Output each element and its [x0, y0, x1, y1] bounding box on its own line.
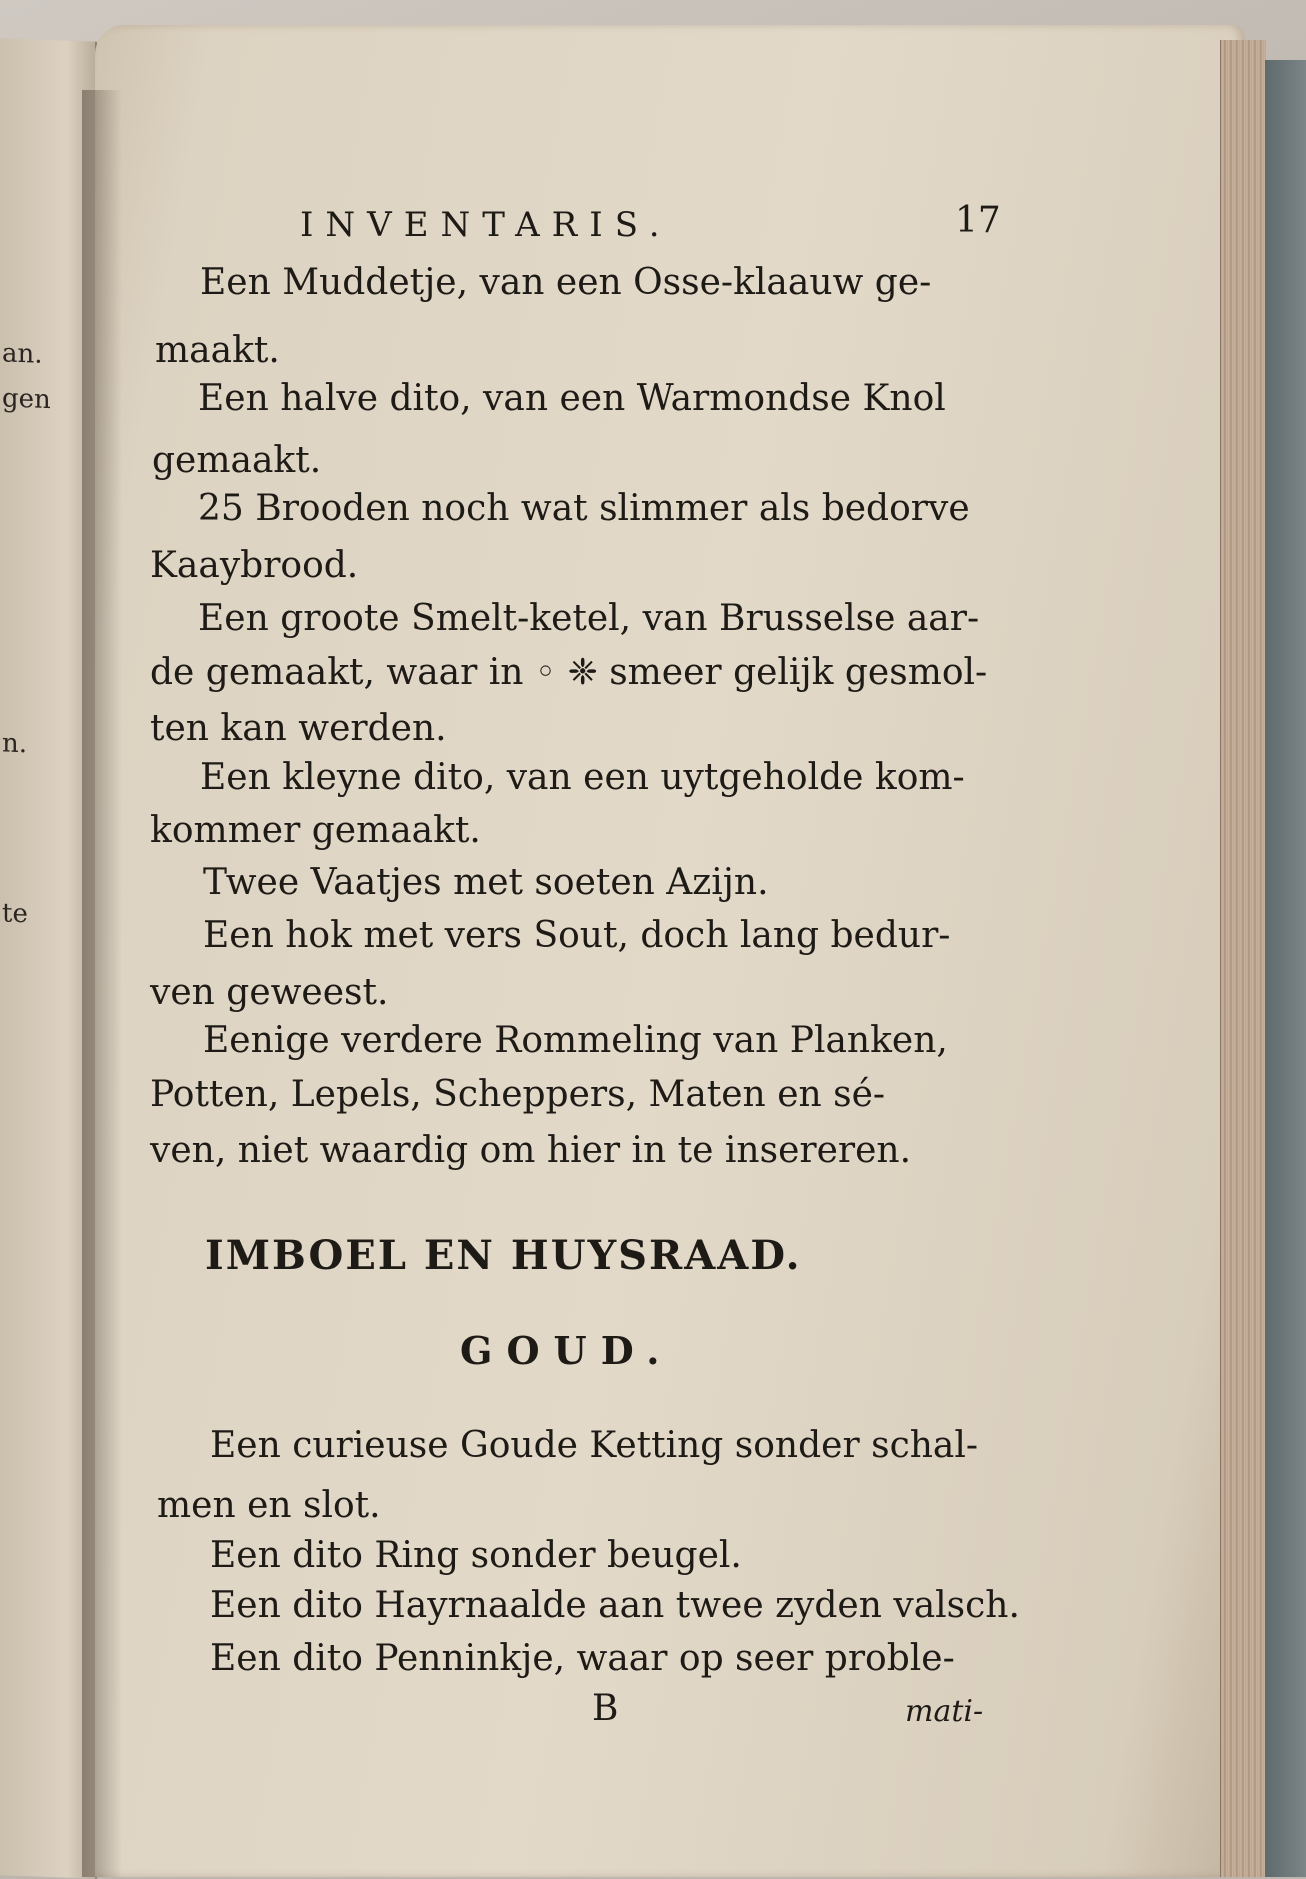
text-line: men en slot. — [157, 1485, 381, 1526]
text-line: Eenige verdere Rommeling van Planken, — [203, 1020, 948, 1061]
spine-shadow — [82, 90, 122, 1877]
text-line: Een kleyne dito, van een uytgeholde kom- — [200, 757, 965, 798]
text-line: 25 Brooden noch wat slimmer als bedorve — [198, 488, 970, 529]
text-line: Een hok met vers Sout, doch lang bedur- — [203, 915, 951, 956]
text-line: de gemaakt, waar in ◦ ❈ smeer gelijk gesmol- — [150, 652, 988, 693]
text-line: ven, niet waardig om hier in te insereren. — [150, 1130, 912, 1171]
text-line: Kaaybrood. — [150, 545, 359, 586]
text-line: Een dito Hayrnaalde aan twee zyden valsch. — [210, 1585, 1020, 1626]
left-fragment: an. — [2, 338, 43, 370]
text-line: ven geweest. — [150, 972, 389, 1013]
signature-mark: B — [592, 1688, 619, 1729]
text-line: ten kan werden. — [150, 708, 447, 749]
text-line: kommer gemaakt. — [150, 810, 481, 851]
text-line: Twee Vaatjes met soeten Azijn. — [203, 862, 769, 903]
page-edges — [1220, 40, 1266, 1877]
catchword: mati- — [905, 1694, 984, 1729]
left-fragment: gen — [2, 383, 51, 416]
section-heading: IMBOEL EN HUYSRAAD. — [205, 1232, 802, 1279]
page-number: 17 — [955, 200, 1001, 241]
text-line: Een Muddetje, van een Osse-klaauw ge- — [200, 262, 932, 303]
text-line: gemaakt. — [152, 440, 322, 481]
text-line: Een curieuse Goude Ketting sonder schal- — [210, 1425, 979, 1466]
left-fragment: te — [2, 898, 28, 930]
text-line: Een dito Penninkje, waar op seer proble- — [210, 1638, 955, 1679]
left-fragment: n. — [2, 728, 28, 760]
text-line: Potten, Lepels, Scheppers, Maten en sé- — [150, 1074, 886, 1115]
text-line: Een halve dito, van een Warmondse Knol — [198, 378, 946, 419]
running-head: INVENTARIS. — [300, 205, 672, 245]
book-cover — [1265, 60, 1306, 1877]
text-line: maakt. — [155, 330, 280, 371]
text-line: Een dito Ring sonder beugel. — [210, 1535, 742, 1576]
text-line: Een groote Smelt-ketel, van Brusselse aar- — [198, 598, 980, 639]
subsection-heading: GOUD. — [460, 1328, 674, 1373]
